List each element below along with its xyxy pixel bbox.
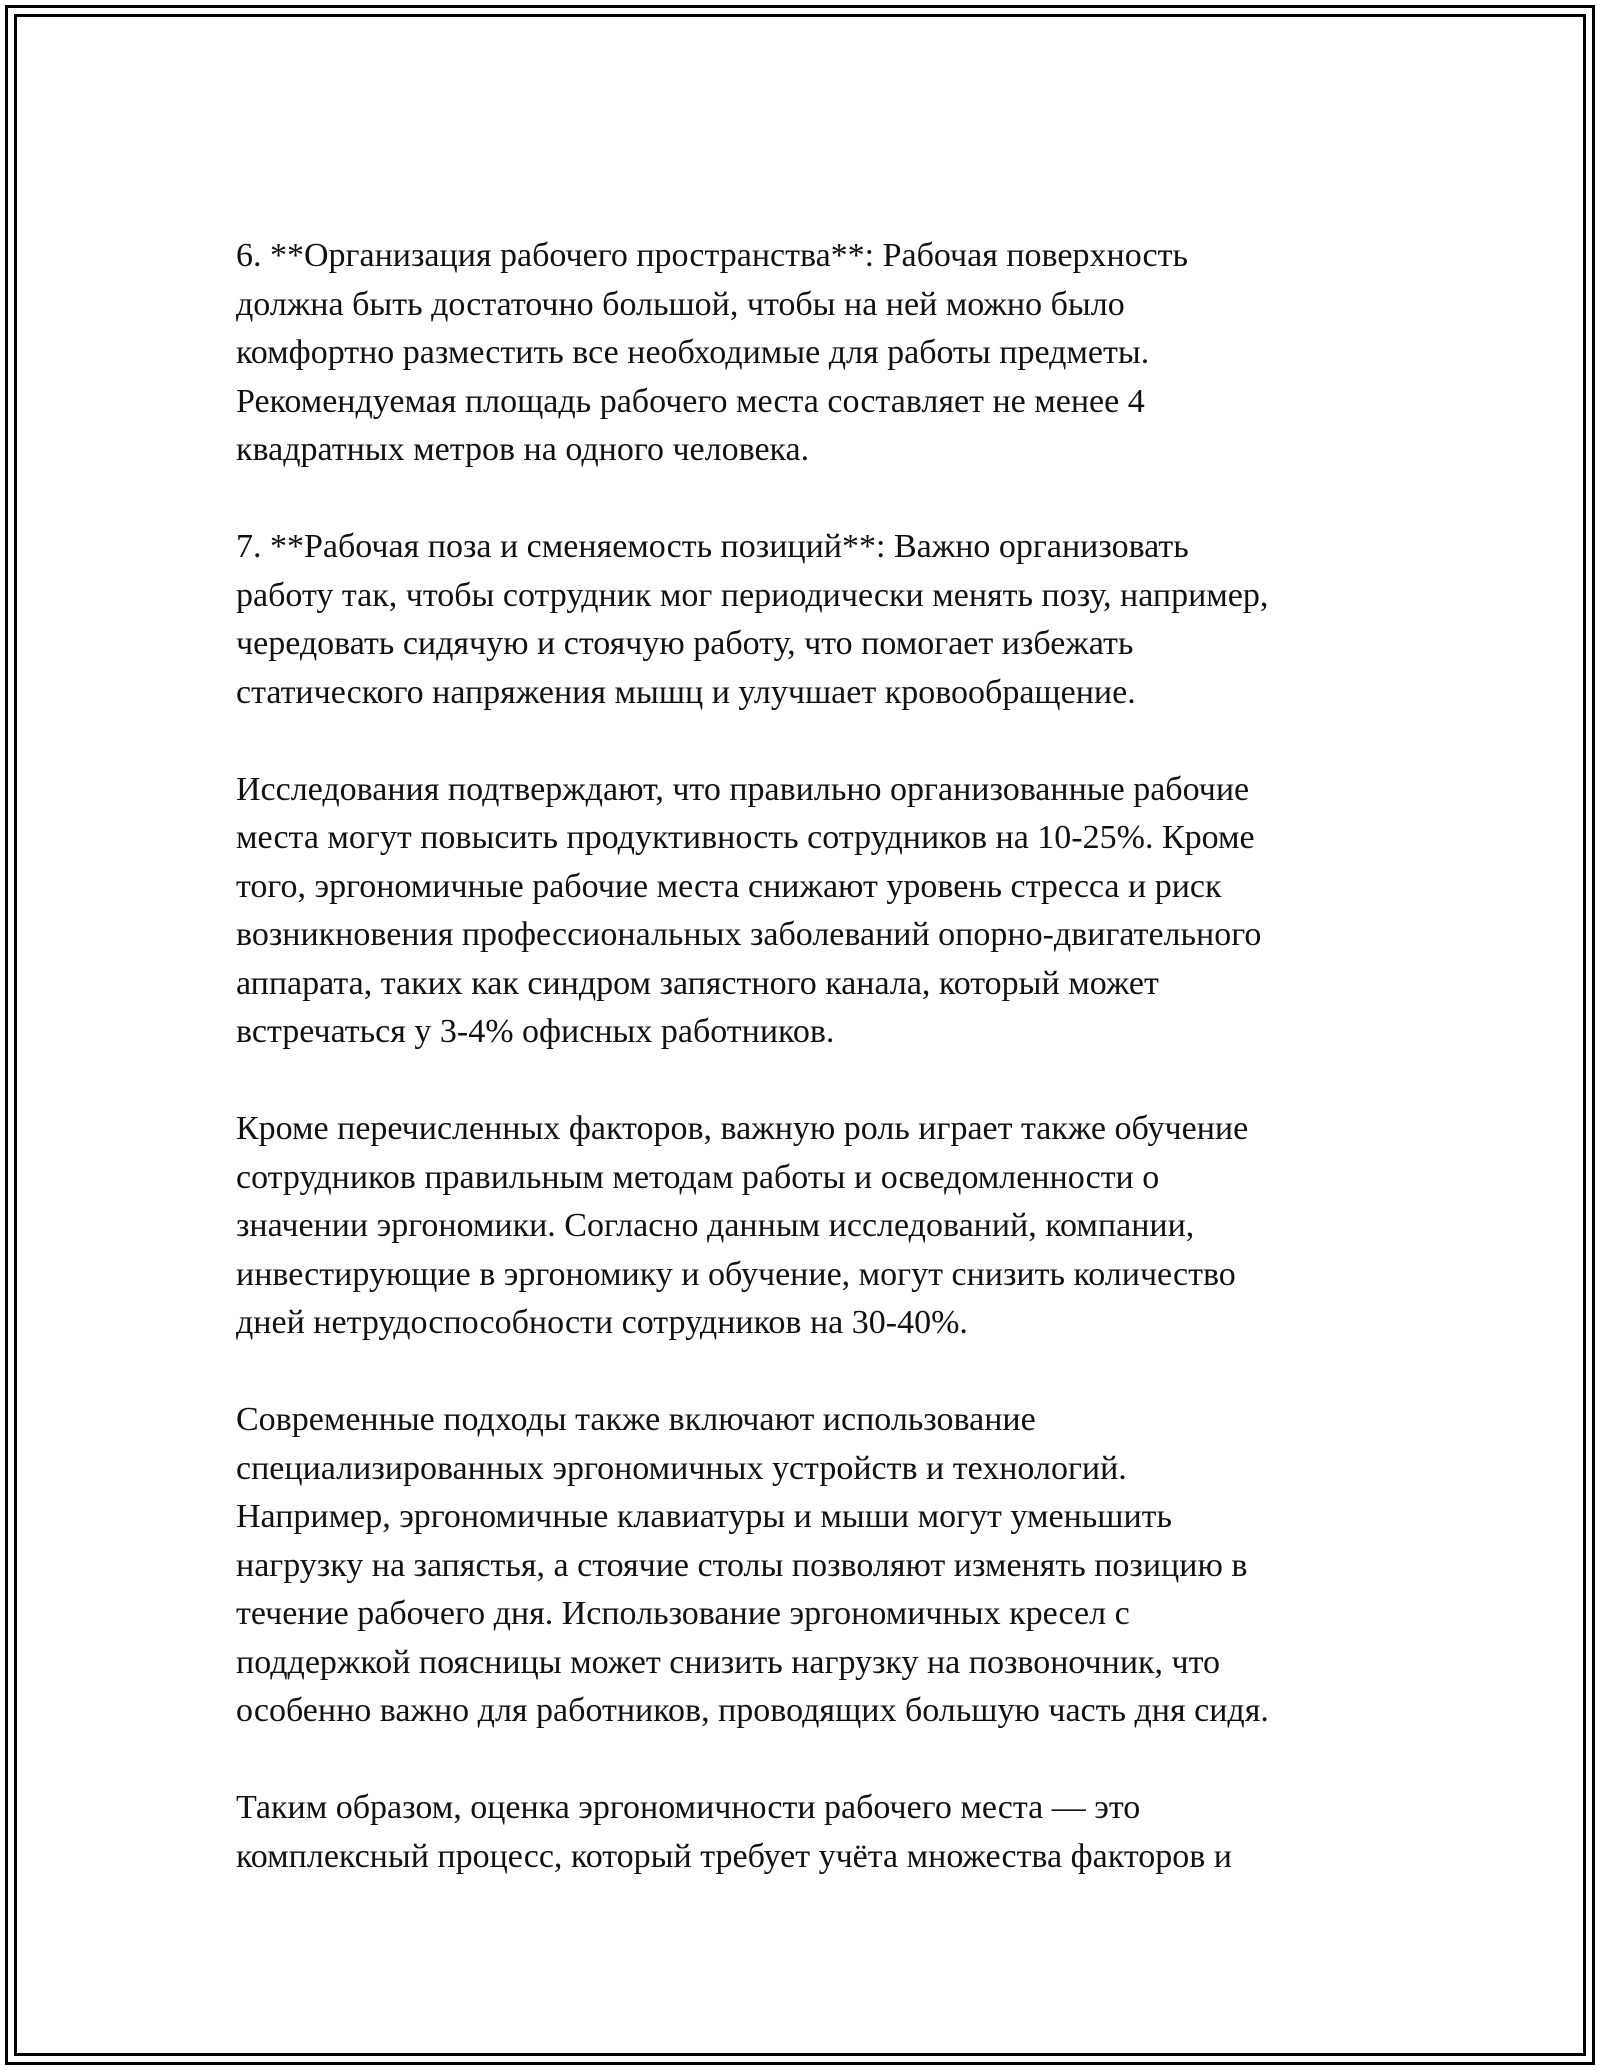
paragraph-research-findings xyxy=(236,766,1396,1057)
text-line: течение рабочего дня. Использование эргономичных кресел с xyxy=(236,1595,1130,1632)
paragraph-working-posture xyxy=(236,523,1396,717)
text-line: чередовать сидячую и стоячую работу, что помогает избежать xyxy=(236,625,1134,662)
text-line: Таким образом, оценка эргономичности рабочего места — это xyxy=(236,1789,1141,1826)
text-line: возникновения профессиональных заболеваний опорно-двигательного xyxy=(236,916,1262,953)
paragraph-modern-approaches xyxy=(236,1396,1396,1736)
text-line: статического напряжения мышц и улучшает кровообращение. xyxy=(236,673,1136,711)
text-line: 6. **Организация рабочего пространства**: Рабочая поверхность xyxy=(236,237,1188,274)
text-line: инвестирующие в эргономику и обучение, могут снизить количество xyxy=(236,1255,1236,1293)
text-line: Рекомендуемая площадь рабочего места составляет не менее 4 xyxy=(236,382,1145,420)
text-line: Современные подходы также включают использование xyxy=(236,1401,1036,1438)
text-line: Исследования подтверждают, что правильно организованные рабочие xyxy=(236,770,1250,808)
text-line: места могут повысить продуктивность сотрудников на 10-25%. Кроме xyxy=(236,819,1255,856)
paragraph-employee-training xyxy=(236,1105,1396,1348)
document-body xyxy=(236,232,1396,1930)
text-line: особенно важно для работников, проводящих большую часть дня сидя. xyxy=(236,1692,1269,1729)
text-line: комплексный процесс, который требует учёта множества факторов и xyxy=(236,1837,1232,1875)
text-line: Кроме перечисленных факторов, важную роль играет также обучение xyxy=(236,1110,1249,1147)
text-line: дней нетрудоспособности сотрудников на 30-40%. xyxy=(236,1304,968,1341)
text-line: должна быть достаточно большой, чтобы на ней можно было xyxy=(236,285,1125,323)
text-line: значении эргономики. Согласно данным исследований, компании, xyxy=(236,1207,1195,1244)
text-line: сотрудников правильным методам работы и осведомленности о xyxy=(236,1158,1160,1196)
text-line: встречаться у 3-4% офисных работников. xyxy=(236,1013,835,1050)
text-line: квадратных метров на одного человека. xyxy=(236,431,810,468)
text-line: 7. **Рабочая поза и сменяемость позиций**: Важно организовать xyxy=(236,528,1189,565)
text-line: специализированных эргономичных устройств и технологий. xyxy=(236,1449,1127,1487)
text-line: того, эргономичные рабочие места снижают уровень стресса и риск xyxy=(236,867,1222,905)
text-line: нагрузку на запястья, а стоячие столы позволяют изменять позицию в xyxy=(236,1546,1248,1584)
text-line: комфортно разместить все необходимые для работы предметы. xyxy=(236,334,1150,371)
text-line: Например, эргономичные клавиатуры и мыши могут уменьшить xyxy=(236,1498,1173,1535)
text-line: поддержкой поясницы может снизить нагрузку на позвоночник, что xyxy=(236,1643,1221,1681)
paragraph-workspace-organization xyxy=(236,232,1396,475)
text-line: аппарата, таких как синдром запястного канала, который может xyxy=(236,964,1159,1002)
paragraph-conclusion xyxy=(236,1784,1396,1881)
text-line: работу так, чтобы сотрудник мог периодически менять позу, например, xyxy=(236,576,1269,614)
